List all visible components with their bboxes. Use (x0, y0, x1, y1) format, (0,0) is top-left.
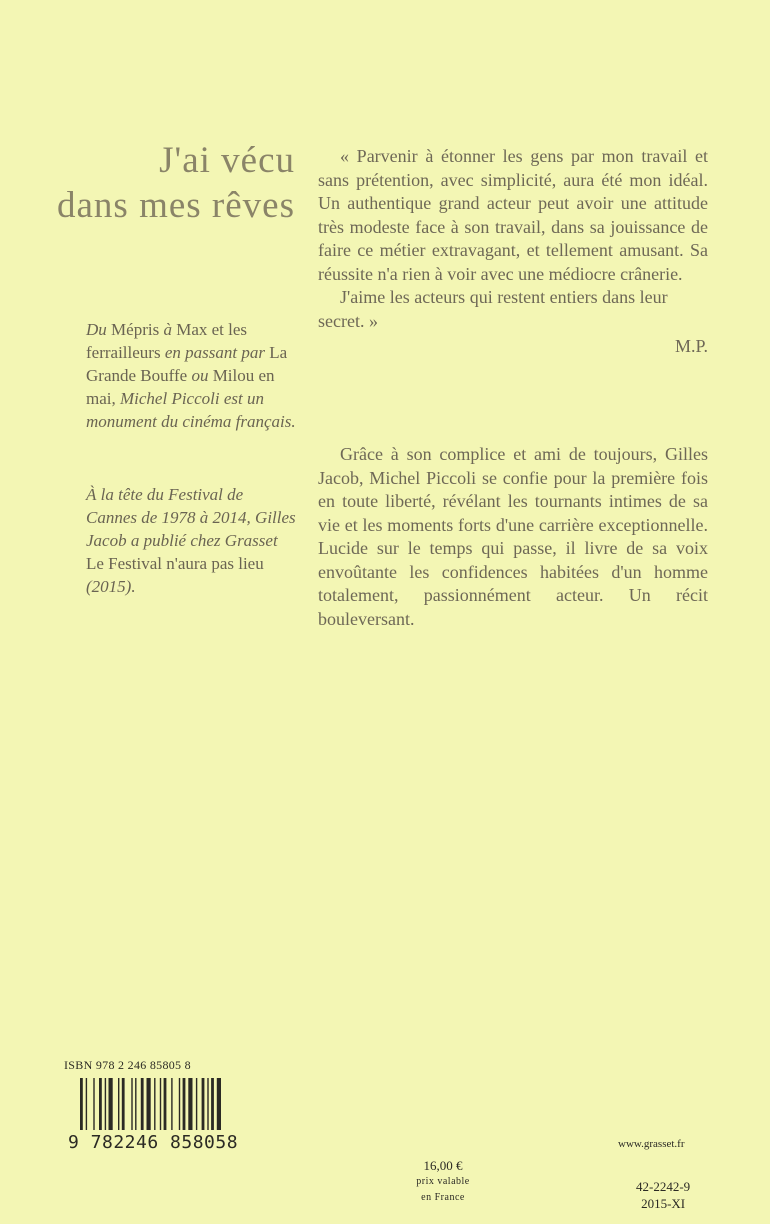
barcode-bar (131, 1078, 132, 1130)
barcode-bar (122, 1078, 125, 1130)
code-2: 2015-XI (641, 1196, 686, 1211)
barcode-bar (141, 1078, 144, 1130)
text-run: en passant par (164, 343, 265, 362)
text-run: La Grande Bouffe (86, 343, 288, 385)
text-run: Du (86, 320, 107, 339)
barcode-bar (160, 1078, 161, 1130)
quote-block (318, 145, 708, 359)
barcode-bar (171, 1078, 172, 1130)
barcode-bar (196, 1078, 197, 1130)
barcode-bar (188, 1078, 192, 1130)
isbn-label: ISBN 978 2 246 85805 8 (64, 1058, 191, 1072)
book-title (40, 138, 295, 228)
author-intro-paragraph (86, 318, 296, 433)
quote-paragraph-2: J'aime les acteurs qui restent entiers dans leur secret. » (318, 287, 668, 331)
quote-signature: M.P. (674, 336, 708, 356)
barcode-bar (202, 1078, 205, 1130)
text-run: Max et les ferrailleurs (86, 320, 248, 362)
author-bio-paragraph (86, 483, 296, 598)
barcode-bar (86, 1078, 87, 1130)
barcode-bar (183, 1078, 186, 1130)
text-run: Michel Piccoli est un monument du cinéma français. (86, 389, 296, 431)
code-1: 42-2242-9 (636, 1179, 691, 1194)
text-run: Milou en mai, (86, 366, 275, 408)
barcode-bar (217, 1078, 221, 1130)
text-run: Le Festival n'aura pas lieu (86, 554, 264, 573)
text-run: ou (191, 366, 209, 385)
barcode-bar (105, 1078, 106, 1130)
barcode-bar (80, 1078, 83, 1130)
price-amount: 16,00 € (423, 1158, 463, 1173)
barcode-bar (118, 1078, 119, 1130)
barcode-bar (164, 1078, 167, 1130)
publisher-codes (636, 1178, 690, 1212)
barcode-bar (93, 1078, 94, 1130)
text-run: À la tête du Festival de Cannes de 1978 à 2014, Gilles Jacob a publié chez Grasset (86, 485, 296, 550)
publisher-website: www.grasset.fr (618, 1138, 685, 1150)
barcode-bar (207, 1078, 208, 1130)
barcode-bar (147, 1078, 151, 1130)
barcode-bar (135, 1078, 136, 1130)
blurb-block (318, 443, 708, 631)
price-country: en France (421, 1192, 465, 1203)
blurb-paragraph: Grâce à son complice et ami de toujours, Gilles Jacob, Michel Piccoli se confie pour la première fois en toute liberté, révélant les tournants intimes de sa vie et les moments forts d'une carrière exceptionnelle. Lucide sur le temps qui passe, il livre de sa voix envoûtante les confidences habitées d'un homme totalement, passionnément acteur. Un récit bouleversant. (318, 444, 708, 629)
text-run: (2015). (86, 577, 136, 596)
barcode-bar (211, 1078, 214, 1130)
barcode-bar (109, 1078, 113, 1130)
price-block (408, 1158, 478, 1206)
barcode-bar (99, 1078, 102, 1130)
text-run: à (163, 320, 172, 339)
quote-paragraph-1: « Parvenir à étonner les gens par mon travail et sans prétention, avec simplicité, aura été mon idéal. Un authentique grand acteur peut avoir une attitude très modeste face à son travail, dans sa jouissance de faire ce métier extravagant, et tellement amusant. Sa réussite n'a rien à voir avec une médiocre crânerie. (318, 146, 708, 284)
barcode-bar (154, 1078, 155, 1130)
barcode-digits: 9 782246 858058 (68, 1132, 239, 1153)
title-line-2: dans mes rêves (57, 185, 295, 226)
text-run: Mépris (106, 320, 164, 339)
price-validity: prix valable (416, 1176, 470, 1187)
title-line-1: J'ai vécu (159, 140, 295, 181)
barcode-bar (179, 1078, 180, 1130)
